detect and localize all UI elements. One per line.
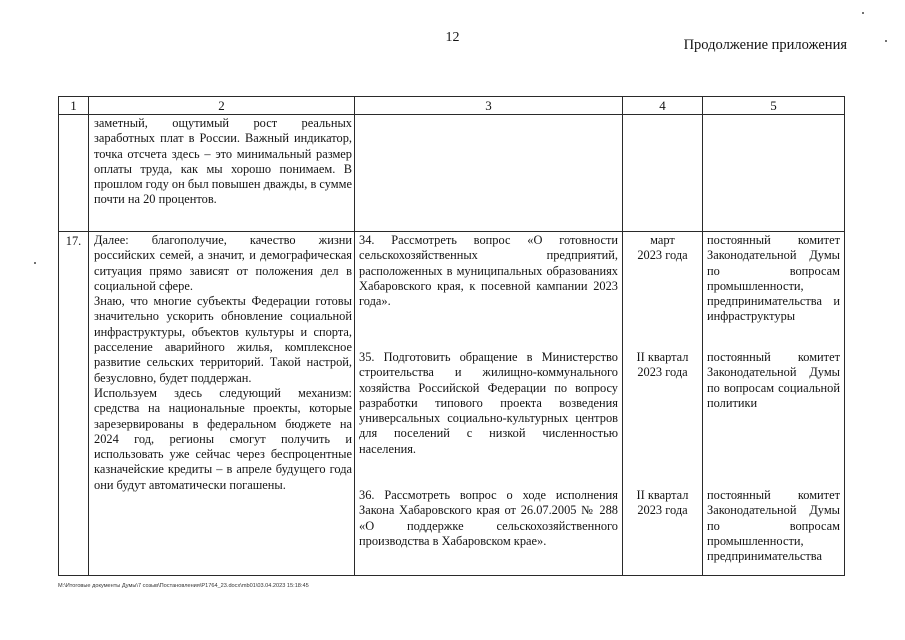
column-header-4: 4 [623,97,703,115]
message-excerpt-cell: заметный, ощутимый рост реальных заработных плат в России. Важный индикатор, точка отсчета здесь – это минимальный размер оплаты труда, как мы хорошо понимаем. В прошлом году он был повышен дважды, в сумме почти на 20 процентов. [89,115,355,232]
page-number: 12 [445,30,460,45]
column-header-5: 5 [703,97,845,115]
responsible-cell [703,232,845,576]
deadline-year: 2023 года [637,365,688,380]
document-file-path-footer: M:\Итоговые документы Думы\7 созыв\Постановления\Р1764_23.docx\mb01\03.04.2023 15:18:45 [58,583,309,589]
deadline-cell [623,232,703,576]
measure-item-36: 36. Рассмотреть вопрос о ходе исполнения Закона Хабаровского края от 26.07.2005 № 288 «О поддержке сельскохозяйственного производства в Хабаровском крае». [359,488,618,548]
table-row-17 [59,232,845,576]
deadline-item-36 [623,488,702,519]
message-excerpt-cell [89,232,355,576]
deadline-period: II квартал [636,350,689,364]
deadline-cell [623,115,703,232]
measure-item-35: 35. Подготовить обращение в Министерство строительства и жилищно-коммунального хозяйства Российской Федерации по вопросу разработки типового проекта возведения универсальных социально-культурных центров для поселений с низкой численностью населения. [359,350,618,456]
table-header-row [59,97,845,115]
measures-cell [355,232,623,576]
measures-cell [355,115,623,232]
deadline-year: 2023 года [637,503,688,518]
responsible-item-34: постоянный комитет Законодательной Думы по вопросам промышленности, предпринимательства и инфраструктуры [707,233,840,324]
scan-speck [885,40,887,42]
message-paragraph: Знаю, что многие субъекты Федерации готовы значительно ускорить обновление социальной инфраструктуры, объектов культуры и спорта, расселение аварийного жилья, комплексное развитие сельских территорий. Такой настрой, безусловно, будет поддержан. [94,294,352,385]
measure-item-34: 34. Рассмотреть вопрос «О готовности сельскохозяйственных предприятий, расположенных в муниципальных образованиях Хабаровского края, к посевной кампании 2023 года». [359,233,618,309]
appendix-continuation-note: Продолжение приложения [683,37,847,53]
row-number-cell: 17. [59,232,89,576]
message-paragraph: Используем здесь следующий механизм: средства на национальные проекты, которые зарезервированы в федеральном бюджете на 2024 год, регионы смогут получить и использовать уже сейчас через беспроцентные казначейские кредиты – в апреле будущего года они будут автоматически погашены. [94,385,352,492]
row-number-cell [59,115,89,232]
table-row-continuation [59,115,845,232]
deadline-period: II квартал [636,488,689,502]
scan-speck [862,12,864,14]
deadline-item-35 [623,350,702,488]
column-header-2: 2 [89,97,355,115]
column-header-1: 1 [59,97,89,115]
responsible-item-35: постоянный комитет Законодательной Думы по вопросам социальной политики [707,350,840,410]
deadline-year: 2023 года [637,248,688,263]
deadline-period: март [650,233,675,247]
column-header-3: 3 [355,97,623,115]
message-paragraph: Далее: благополучие, качество жизни российских семей, а значит, и демографическая ситуация прямо зависят от положения дел в социальной сфере. [94,233,352,293]
scan-speck [34,262,36,264]
deadline-item-34 [623,233,702,350]
appendix-table [58,96,845,576]
responsible-item-36: постоянный комитет Законодательной Думы по вопросам промышленности, предпринимательства [707,488,840,564]
responsible-cell [703,115,845,232]
